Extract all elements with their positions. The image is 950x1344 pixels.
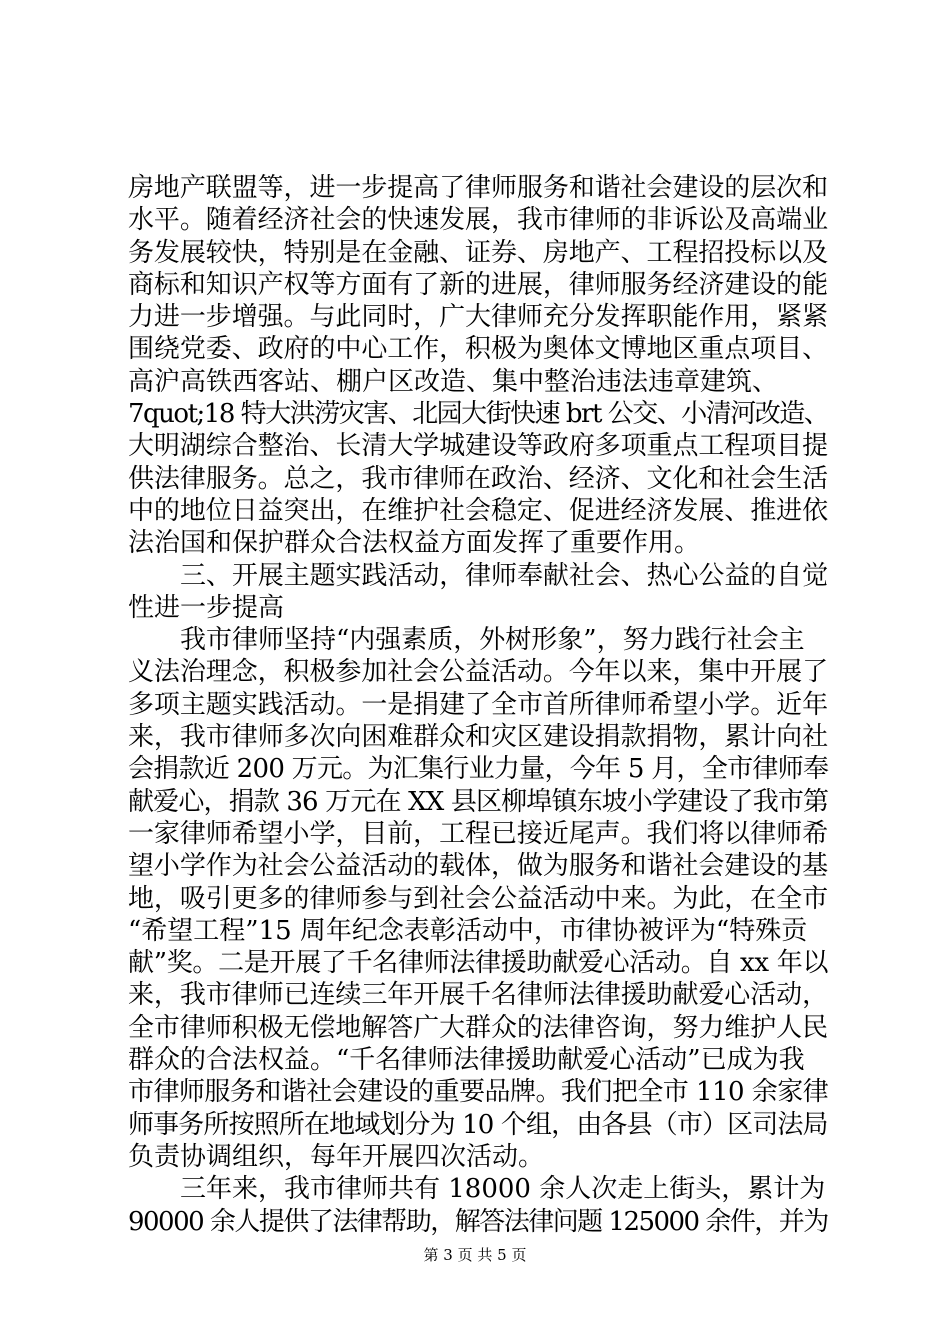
text-line: “希望工程”15 周年纪念表彰活动中，市律协被评为“特殊贡	[128, 915, 808, 946]
text-line: 来，我市律师已连续三年开展千名律师法律援助献爱心活动，	[128, 980, 829, 1011]
text-line: 地，吸引更多的律师参与到社会公益活动中来。为此，在全市	[128, 883, 829, 914]
text-line: 房地产联盟等，进一步提高了律师服务和谐社会建设的层次和	[128, 173, 829, 203]
text-line: 务发展较快，特别是在金融、证券、房地产、工程招投标以及	[128, 237, 829, 268]
text-line: 负责协调组织，每年开展四次活动。	[128, 1141, 545, 1172]
text-line: 水平。随着经济社会的快速发展，我市律师的非诉讼及高端业	[128, 205, 829, 236]
text-line: 高沪高铁西客站、棚户区改造、集中整治违法违章建筑、	[128, 366, 779, 397]
text-line: 90000 余人提供了法律帮助，解答法律问题 125000 余件，并为	[128, 1206, 828, 1237]
text-line: 来，我市律师多次向困难群众和灾区建设捐款捐物，累计向社	[128, 722, 829, 753]
text-line: 全市律师积极无偿地解答广大群众的法律咨询，努力维护人民	[128, 1012, 829, 1043]
text-line: 师事务所按照所在地域划分为 10 个组，由各县（市）区司法局	[128, 1109, 828, 1140]
text-line: 法治国和保护群众合法权益方面发挥了重要作用。	[128, 528, 701, 559]
section-heading-line: 性进一步提高	[128, 592, 285, 623]
text-line: 大明湖综合整治、长清大学城建设等政府多项重点工程项目提	[128, 431, 829, 462]
text-line: 义法治理念，积极参加社会公益活动。今年以来，集中开展了	[128, 657, 829, 688]
section-heading-line: 三、开展主题实践活动，律师奉献社会、热心公益的自觉	[180, 560, 829, 591]
text-line: 一家律师希望小学，目前，工程已接近尾声。我们将以律师希	[128, 818, 829, 849]
text-line: 会捐款近 200 万元。为汇集行业力量，今年 5 月，全市律师奉	[128, 754, 829, 785]
page-number: 第 3 页 共 5 页	[423, 1246, 527, 1264]
text-line: 多项主题实践活动。一是捐建了全市首所律师希望小学。近年	[128, 689, 829, 720]
body-text	[128, 172, 828, 1238]
text-line: 中的地位日益突出，在维护社会稳定、促进经济发展、推进依	[128, 495, 829, 526]
text-line: 围绕党委、政府的中心工作，积极为奥体文博地区重点项目、	[128, 334, 829, 365]
text-line: 献”奖。二是开展了千名律师法律援助献爱心活动。自 xx 年以	[128, 948, 829, 979]
text-line: 市律师服务和谐社会建设的重要品牌。我们把全市 110 余家律	[128, 1077, 829, 1108]
text-line: 献爱心，捐款 36 万元在 XX 县区柳埠镇东坡小学建设了我市第	[128, 786, 829, 817]
text-line: 供法律服务。总之，我市律师在政治、经济、文化和社会生活	[128, 463, 829, 494]
text-line: 力进一步增强。与此同时，广大律师充分发挥职能作用，紧紧	[128, 302, 829, 333]
text-line: 望小学作为社会公益活动的载体，做为服务和谐社会建设的基	[128, 851, 829, 882]
text-line: 我市律师坚持“内强素质，外树形象”，努力践行社会主	[180, 625, 805, 656]
text-line: 商标和知识产权等方面有了新的进展，律师服务经济建设的能	[128, 269, 829, 300]
text-line: 三年来，我市律师共有 18000 余人次走上街头，累计为	[180, 1174, 826, 1205]
text-line: 群众的合法权益。“千名律师法律援助献爱心活动”已成为我	[128, 1045, 805, 1076]
page-footer	[0, 1245, 950, 1265]
text-line: 7quot;18 特大洪涝灾害、北园大街快速 brt 公交、小清河改造、	[128, 399, 829, 430]
